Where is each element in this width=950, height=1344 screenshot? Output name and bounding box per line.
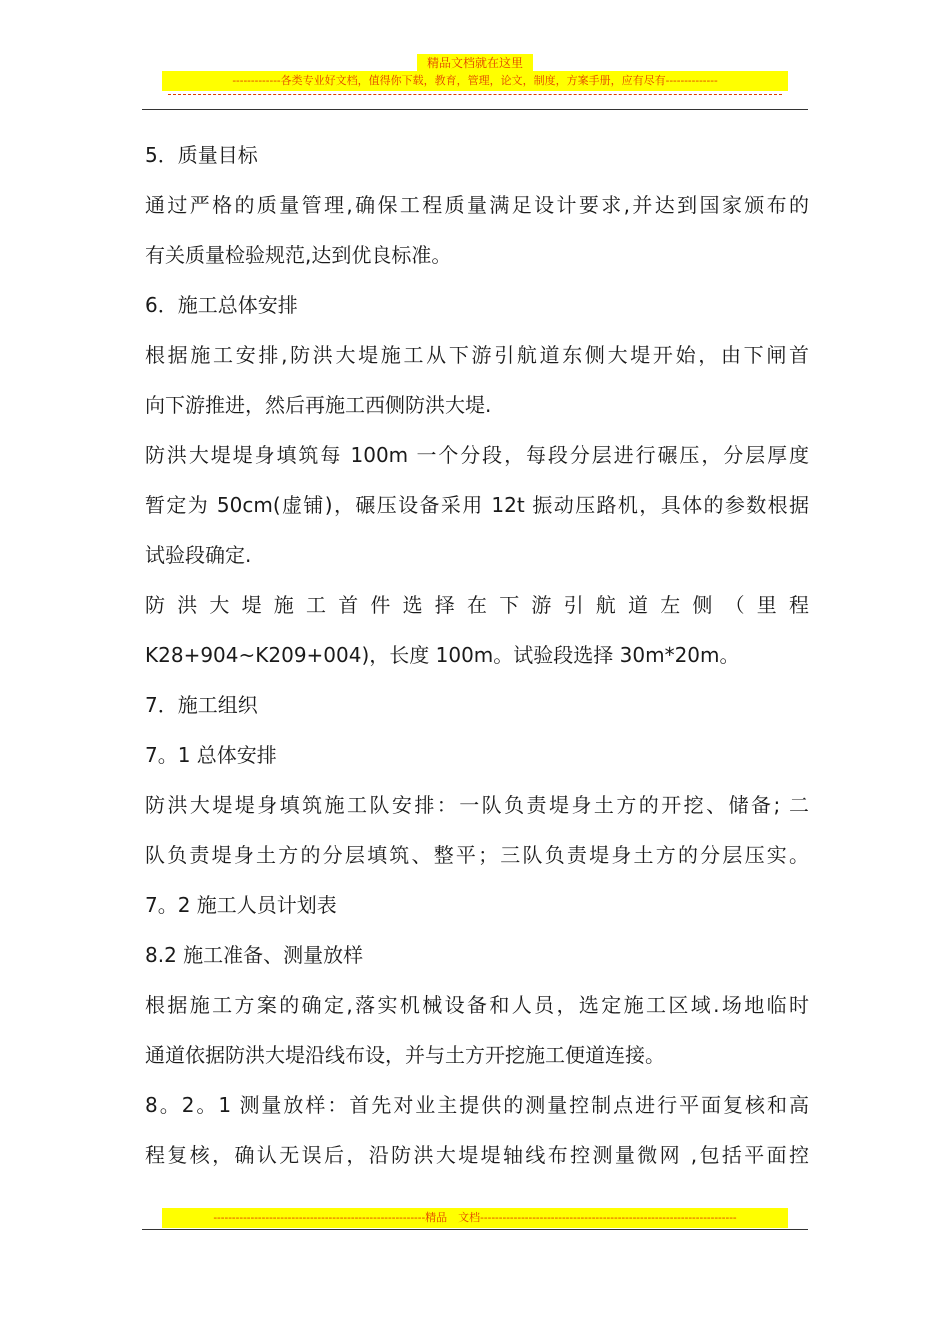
subsection-heading: 7。1 总体安排 [145,743,277,767]
paragraph-line: 试验段确定. [145,543,252,567]
section-heading-quality-goal: 5．质量目标 [145,143,258,167]
paragraph-line: 防 洪 大 堤 施 工 首 件 选 择 在 下 游 引 航 道 左 侧 （ 里 程 [145,593,809,617]
paragraph-line: 根据施工安排,防洪大堤施工从下游引航道东侧大堤开始，由下闸首 [145,343,809,367]
paragraph-line: 有关质量检验规范,达到优良标准。 [145,243,452,267]
paragraph-line: 通道依据防洪大堤沿线布设，并与土方开挖施工便道连接。 [145,1043,665,1067]
section-heading-overall-arrangement: 6．施工总体安排 [145,293,298,317]
subsection-heading: 7。2 施工人员计划表 [145,893,337,917]
paragraph-line: 队负责堤身土方的分层填筑、整平；三队负责堤身土方的分层压实。 [145,843,809,867]
paragraph-line: 暂定为 50cm(虚铺)，碾压设备采用 12t 振动压路机，具体的参数根据 [145,493,809,517]
paragraph-line: 向下游推进，然后再施工西侧防洪大堤. [145,393,492,417]
paragraph-line: 程复核，确认无误后，沿防洪大堤堤轴线布控测量微网 ,包括平面控 [145,1143,809,1167]
header-rule [142,109,808,110]
paragraph-line: 防洪大堤堤身填筑每 100m 一个分段，每段分层进行碾压，分层厚度 [145,443,809,467]
document-body [145,130,809,1180]
header-subtitle-banner: -------------各类专业好文档，值得你下载，教育，管理，论文，制度，方案手册，应有尽有-------------- [162,71,788,91]
paragraph-line: 防洪大堤堤身填筑施工队安排：一队负责堤身土方的开挖、储备; 二 [145,793,809,817]
header-dashed-divider [168,94,782,106]
subsection-heading: 8.2 施工准备、测量放样 [145,943,364,967]
footer-banner: ---------------------------------------------------------精品 文档--------------------------------------------------------------------- [162,1208,788,1228]
header-title-banner: 精品文档就在这里 [417,54,533,73]
section-heading-organization: 7．施工组织 [145,693,258,717]
paragraph-line: K28+904~K209+004)，长度 100m。试验段选择 30m*20m。 [145,643,740,667]
paragraph-line: 8。2。1 测量放样：首先对业主提供的测量控制点进行平面复核和高 [145,1093,809,1117]
footer-rule [142,1229,808,1230]
paragraph-line: 通过严格的质量管理,确保工程质量满足设计要求,并达到国家颁布的 [145,193,809,217]
paragraph-line: 根据施工方案的确定,落实机械设备和人员，选定施工区域.场地临时 [145,993,809,1017]
